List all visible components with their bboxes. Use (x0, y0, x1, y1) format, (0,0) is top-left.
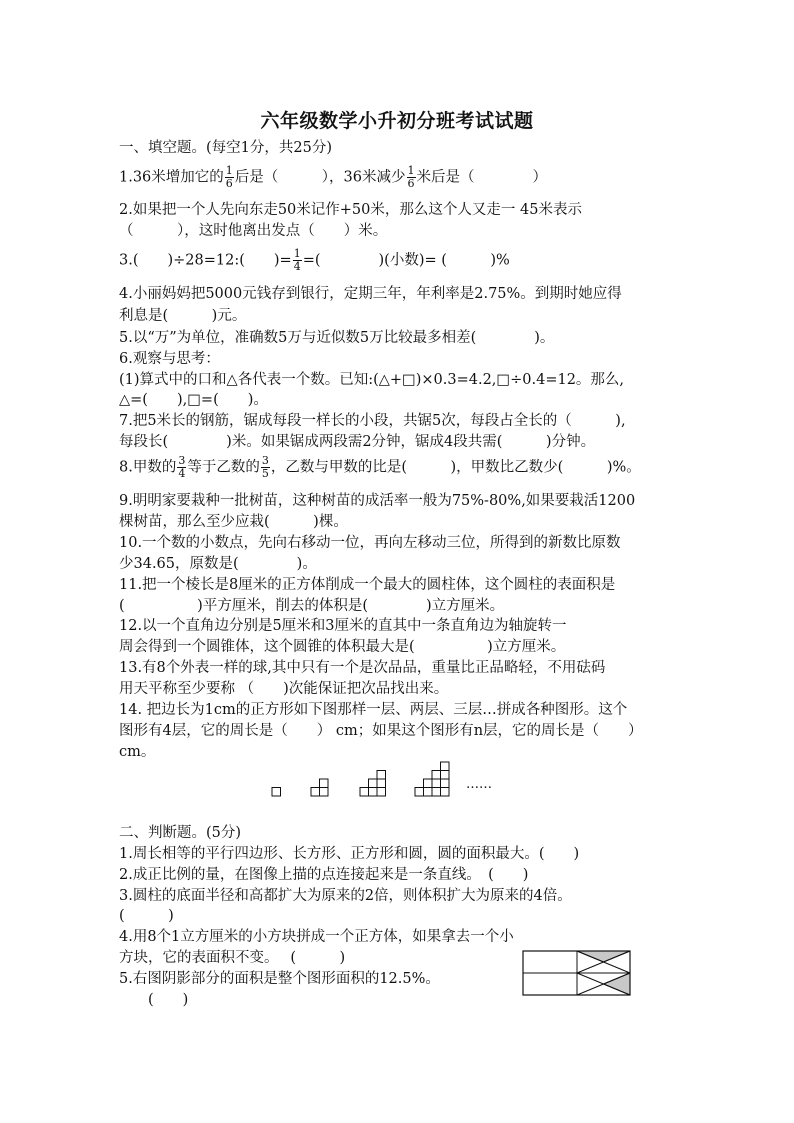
question-8-text-a: 8.甲数的 (119, 459, 177, 476)
fraction-denominator: 5 (261, 467, 269, 480)
judge-5-line-2: ( ) (148, 992, 189, 1008)
unit-square (377, 771, 386, 780)
question-6: 6.观察与思考： (119, 351, 220, 367)
question-7-line-1: 7.把5米长的钢筋，锯成每段一样长的小段，共锯5次，每段占全长的（ ), (119, 413, 626, 429)
judge-4-line-1: 4.用8个1立方厘米的小方块拼成一个正方体，如果拿去一个小 (119, 929, 514, 945)
unit-square (377, 788, 386, 797)
question-14-line-3: cm。 (119, 744, 156, 760)
question-9-line-1: 9.明明家要栽种一批树苗，这种树苗的成活率一般为75%-80%,如果要栽活1200 (119, 493, 636, 509)
question-5: 5.以“万”为单位，准确数5万与近似数5万比较最多相差( )。 (119, 330, 555, 346)
unit-square (377, 779, 386, 788)
fraction-numerator: 3 (178, 454, 186, 467)
unit-square (441, 762, 450, 771)
question-13-line-2: 用天平称至少要称 （ )次能保证把次品找出来。 (119, 681, 449, 697)
question-3-text-b: =( )(小数)= ( )% (302, 252, 510, 269)
unit-square (311, 788, 320, 797)
question-14-line-2: 图形有4层，它的周长是（ ） cm；如果这个图形有n层，它的周长是（ ） (119, 723, 643, 739)
question-6-1-line-1: (1)算式中的口和△各代表一个数。已知:(△+□)×0.3=4.2,□÷0.4=12。那么, (119, 372, 625, 388)
unit-square (369, 788, 378, 797)
fraction-denominator: 4 (293, 260, 301, 273)
question-2-line-1: 2.如果把一个人先向东走50米记作+50米，那么这个人又走一 45米表示 (119, 202, 582, 218)
fraction-numerator: 1 (407, 164, 415, 177)
question-10-line-1: 10.一个数的小数点，先向右移动一位，再向左移动三位，所得到的新数比原数 (119, 535, 621, 551)
section-heading-judge: 二、判断题。(5分) (119, 825, 242, 841)
question-1-text-c: 米后是（ ） (416, 169, 547, 186)
question-1-text-b: 后是（ ），36米减少 (234, 169, 406, 186)
question-12-line-1: 12.以一个直角边分别是5厘米和3厘米的直其中一条直角边为轴旋转一 (119, 618, 567, 634)
fraction-denominator: 6 (407, 177, 415, 190)
judge-5-line-1: 5.右图阴影部分的面积是整个图形面积的12.5%。 (119, 971, 440, 987)
fraction-denominator: 4 (178, 467, 186, 480)
shaded-triangle-right (604, 973, 631, 995)
page-title: 六年级数学小升初分班考试试题 (260, 110, 534, 132)
unit-square (415, 788, 424, 797)
unit-square (441, 788, 450, 797)
fraction-numerator: 1 (293, 247, 301, 260)
unit-square (360, 788, 369, 797)
question-8-text-c: ，乙数与甲数的比是( )，甲数比乙数少( )%。 (270, 459, 641, 476)
judge-4-line-2: 方块，它的表面积不变。 ( ) (119, 950, 346, 966)
unit-square (441, 771, 450, 780)
question-8-text-b: 等于乙数的 (187, 459, 260, 476)
unit-square (424, 788, 433, 797)
question-4-line-2: 利息是( )元。 (119, 308, 247, 324)
unit-square (432, 788, 441, 797)
question-1 (119, 165, 547, 190)
shaded-rectangle-figure (521, 949, 633, 997)
question-1-text-a: 1.36米增加它的 (119, 169, 224, 186)
judge-3-line-2: ( ) (119, 908, 174, 924)
fraction-numerator: 3 (261, 454, 269, 467)
question-13-line-1: 13.有8个外表一样的球,其中只有一个是次品品，重量比正品略轻，不用砝码 (119, 660, 606, 676)
unit-square (320, 779, 329, 788)
question-11-line-1: 11.把一个棱长是8厘米的正方体削成一个最大的圆柱体，这个圆柱的表面积是 (119, 577, 616, 593)
question-9-line-2: 棵树苗，那么至少应栽( )棵。 (119, 514, 348, 530)
question-12-line-2: 周会得到一个圆锥体，这个圆锥的体积最大是( )立方厘米。 (119, 639, 566, 655)
question-6-1-line-2: △=( ),□=( )。 (119, 392, 268, 408)
unit-square (369, 779, 378, 788)
ellipsis-text: …… (466, 777, 492, 792)
question-3 (119, 248, 510, 273)
question-10-line-2: 少34.65，原数是( )。 (119, 556, 317, 572)
section-heading-fill-in: 一、填空题。(每空1分，共25分) (119, 140, 332, 156)
unit-square (432, 779, 441, 788)
judge-1: 1.周长相等的平行四边形、长方形、正方形和圆，圆的面积最大。( ) (119, 846, 580, 862)
fraction-three-fifths (261, 455, 270, 480)
unit-square (272, 788, 281, 797)
question-8 (119, 455, 641, 480)
shaded-triangle-top (577, 951, 630, 962)
question-7-line-2: 每段长( )米。如果锯成两段需2分钟，锯成4段共需( )分钟。 (119, 434, 596, 450)
unit-square (424, 779, 433, 788)
question-2-line-2: （ ），这时他离出发点（ ）米。 (119, 223, 388, 239)
staircase-squares-figure (265, 752, 495, 800)
fraction-one-sixth-2 (407, 165, 416, 190)
fraction-three-quarters (177, 455, 186, 480)
judge-3-line-1: 3.圆柱的底面半径和高都扩大为原来的2倍，则体积扩大为原来的4倍。 (119, 888, 572, 904)
fraction-numerator: 1 (225, 164, 233, 177)
fraction-denominator: 6 (225, 177, 233, 190)
judge-2: 2.成正比例的量，在图像上描的点连接起来是一条直线。 ( ) (119, 867, 529, 883)
unit-square (441, 779, 450, 788)
question-3-text-a: 3.( )÷28=12:( )= (119, 252, 292, 269)
fraction-one-quarter (293, 248, 302, 273)
unit-square (320, 788, 329, 797)
question-4-line-1: 4.小丽妈妈把5000元钱存到银行，定期三年，年利率是2.75%。到期时她应得 (119, 286, 622, 302)
question-11-line-2: ( )平方厘米，削去的体积是( )立方厘米。 (119, 598, 505, 614)
question-14-line-1: 14. 把边长为1cm的正方形如下图那样一层、两层、三层…拼成各种图形。这个 (119, 702, 628, 718)
unit-square (432, 771, 441, 780)
fraction-one-sixth (225, 165, 234, 190)
